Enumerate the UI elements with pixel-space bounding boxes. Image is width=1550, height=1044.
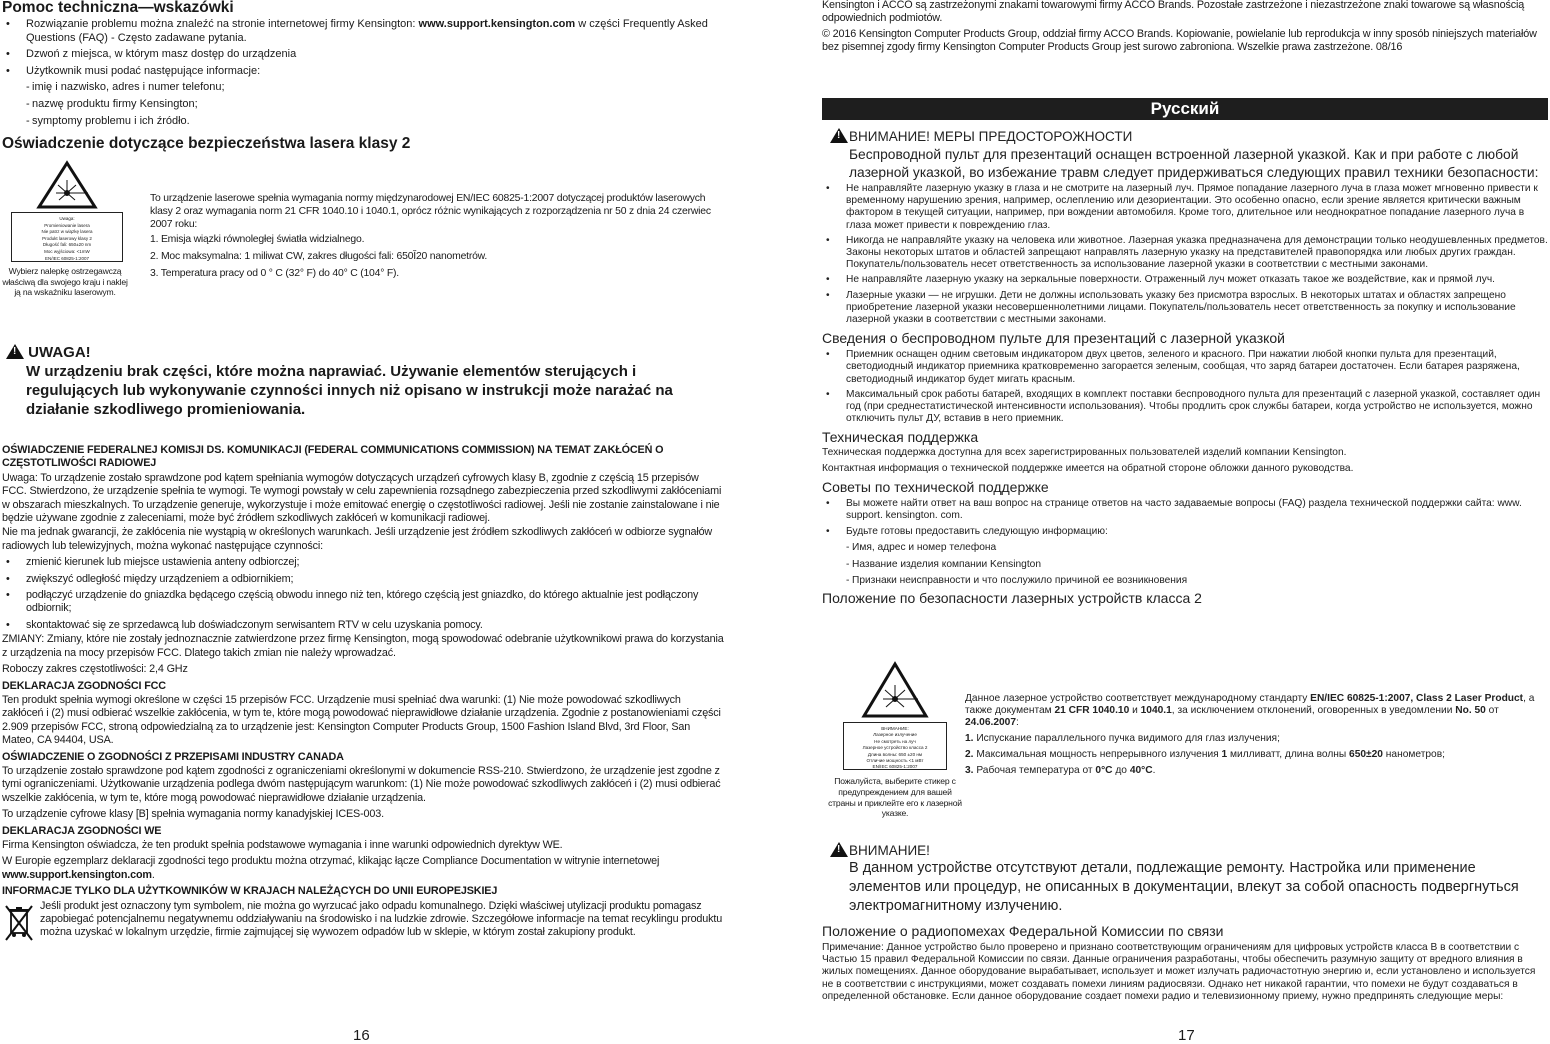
- tips-list: [822, 498, 1548, 587]
- list-item: • zmienić kierunek lub miejsce ustawienia anteny odbiorczej;: [2, 556, 724, 569]
- warning-text: Беспроводной пульт для презентаций оснащен встроенной лазерной указкой. Как и при работе с любой лазерной указкой, во избежание травм следует придерживаться следующих правил техники безопасности:: [849, 147, 1539, 180]
- fcc-title: Положение о радиопомехах Федеральной Комиссии по связи: [822, 923, 1224, 939]
- we-title: DEKLARACJA ZGODNOŚCI WE: [2, 824, 162, 837]
- fcc-section: Положение о радиопомехах Федеральной Комиссии по связи Примечание: Данное устройство было проверено и признано соответствующим ограничениям для цифровых устройств класса B в соответствии с Частью 15 правил Федеральной Комиссии по связи. Данные ограничения разработаны, чтобы обеспечить разумную защиту от вредного влияния в жилых помещениях. Данное оборудование вырабатывает, использует и может излучать радиочастотную энергию и, если установлено и используется не в соответствии с инструкциями, может создавать помехи линиям радиосвязи. Однако нет никакой гарантии, что помехи не будут создаваться в определенной обстановке. Если данное оборудование создает помехи радио и телевизионному приему, нужно предпринять следующие меры:: [822, 923, 1548, 1003]
- list-item: - imię i nazwisko, adres i numer telefonu;: [2, 81, 724, 95]
- list-item: • Вы можете найти ответ на ваш вопрос на странице ответов на часто задаваемые вопросы (FAQ) раздела технической поддержки сайта: www. support. kensington. com.: [822, 498, 1548, 522]
- list-item: • Максимальный срок работы батарей, входящих в комплект поставки беспроводного пульта для презентаций с лазерной указкой, составляет один год (при среднестатистической интенсивности использования). Чтобы продлить срок службы батареи, когда устройство не используется, можно отключить пульт ДУ, вставив в него приемник.: [822, 389, 1548, 426]
- laser-hazard-icon: [8, 160, 126, 210]
- warning-icon: [6, 344, 24, 359]
- list-item: - nazwę produktu firmy Kensington;: [2, 98, 724, 112]
- page-right-russian: [822, 0, 1548, 1044]
- list-item: - symptomy problemu i ich źródło.: [2, 115, 724, 129]
- warning-text: В данном устройстве отсутствуют детали, подлежащие ремонту. Настройка или применение элементов или процедур, не описанных в документации, влекут за собой опасность подвергнуться электромагнитному излучению.: [849, 860, 1519, 914]
- list-item: • zwiększyć odległość między urządzeniem a odbiornikiem;: [2, 573, 724, 586]
- laser-warning-label: [826, 660, 964, 822]
- tech-support-title: Pomoc techniczna—wskazówki: [2, 0, 234, 16]
- eu-title: INFORMACJE TYLKO DLA UŻYTKOWNIKÓW W KRAJACH NALEŻĄCYCH DO UNII EUROPEJSKIEJ: [2, 885, 498, 898]
- warning-title: ВНИМАНИЕ! МЕРЫ ПРЕДОСТОРОЖНОСТИ: [849, 129, 1133, 144]
- page-number: 17: [1178, 1027, 1195, 1044]
- list-item: • Не направляйте лазерную указку на зеркальные поверхности. Отраженный луч может отказать такое же воздействие, как и прямой луч.: [822, 274, 1548, 286]
- warning-icon: [830, 128, 848, 143]
- list-item: - Название изделия компании Kensington: [822, 559, 1548, 571]
- page-number: 16: [353, 1027, 370, 1044]
- info-list: [822, 349, 1548, 425]
- compliance-url[interactable]: www.support.kensington.com: [2, 868, 152, 881]
- list-item: • Dzwoń z miejsca, w którym masz dostęp do urządzenia: [2, 48, 724, 62]
- fcc-title: OŚWIADCZENIE FEDERALNEJ KOMISJI DS. KOMUNIKACJI (FEDERAL COMMUNICATIONS COMMISSION) NA TEMAT ZAKŁÓCEŃ O CZĘSTOTLIWOŚCI RADIOWEJ: [2, 444, 664, 470]
- laser-safety-title: Положение по безопасности лазерных устройств класса 2: [822, 590, 1202, 607]
- label-text-box: ВНИМАНИЕ: Лазерное излучение Не смотреть на луч Лазерное устройство класса 2 Длина волны: 650 ±20 нм Отличие мощность <1 мВт EN/IEC 60825-1:2007: [843, 722, 947, 770]
- list-item: • Лазерные указки — не игрушки. Дети не должны использовать указку без присмотра взрослых. В некоторых штатах и областях запрещено приобретение лазерной указки несовершеннолетними лицами. Покупатель/пользователь несет ответственность за покупку и использование лазерной указки в соответствии с местными законами.: [822, 290, 1548, 327]
- list-item: • Никогда не направляйте указку на человека или животное. Лазерная указка предназначена для демонстрации только неодушевленных предметов. Законы некоторых штатов и областей запрещают направлять лазерную указку на представителей правопорядка или любых других граждан. Покупатель/пользователь несет ответственность за использование лазерной указки в соответствии с местными законами.: [822, 235, 1548, 272]
- list-item: • podłączyć urządzenie do gniazdka będącego częścią obwodu innego niż ten, którego częścią jest gniazdko, do którego aktualnie jest podłączony odbiornik;: [2, 589, 724, 616]
- label-text-box: Uwaga: Promieniowanie lasera Nie patrz w wiązkę lasera Produkt laserowy klasy 2 Długość fali: 650±20 nm Moc wyjściowa: <1mW EN/IEC 60825-1:2007: [11, 212, 123, 262]
- weee-bin-icon: [4, 902, 34, 942]
- list-item: - Имя, адрес и номер телефона: [822, 542, 1548, 554]
- list-item: • Użytkownik musi podać następujące informacje:: [2, 65, 724, 79]
- warning-text: W urządzeniu brak części, które można naprawiać. Używanie elementów sterujących i regulujących lub wykonywanie czynności innych niż opisano w instrukcji może narażać na działanie szkodliwego promieniowania.: [26, 363, 673, 418]
- warning-block: [822, 842, 1548, 916]
- support-url[interactable]: www.support.kensington.com: [418, 18, 576, 30]
- laser-spec-block: To urządzenie laserowe spełnia wymagania normy międzynarodowej EN/IEC 60825-1:2007 dotyczącej produktów laserowych klasy 2 oraz wymagania norm 21 CFR 1040.10 i 1040.1, oprócz różnic wynikających z rozporządzenia nr 50 z dnia 24 czerwiec 2007 roku: 1. Emisja wiązki równoległej światła widzialnego. 2. Moc maksymalna: 1 miliwat CW, zakres długości fali: 650Ĭ20 nanometrów. 3. Temperatura pracy od 0 ° C (32° F) do 40° C (104° F).: [150, 193, 711, 279]
- list-item: • skontaktować się ze sprzedawcą lub doświadczonym serwisantem RTV w celu uzyskania pomocy.: [2, 619, 724, 632]
- laser-hazard-icon: [826, 660, 964, 720]
- list-item: • Приемник оснащен одним световым индикатором двух цветов, зеленого и красного. При нажатии любой кнопки пульта для презентаций, светодиодный индикатор приемника кратковременно загорается зеленым, сообщая, что заряд батареи достаточен. Если батарея разряжена, светодиодный индикатор будет мигать красным.: [822, 349, 1548, 386]
- page-left-polish: [0, 0, 724, 1044]
- safety-list: [822, 183, 1548, 326]
- trademark-block: Kensington i ACCO są zastrzeżonymi znakami towarowymi firmy ACCO Brands. Pozostałe zastrzeżone i niezastrzeżone znaki towarowe są własnością odpowiednich podmiotów. © 2016 Kensington Computer Products Group, oddział firmy ACCO Brands. Kopiowanie, powielanie lub reprodukcja w inny sposób niniejszych materiałów bez pisemnej zgody firmy Kensington Computer Products Group jest surowo zabroniona. Wszelkie prawa zastrzeżone. 08/16: [822, 0, 1537, 53]
- ic-title: OŚWIADCZENIE O ZGODNOŚCI Z PRZEPISAMI INDUSTRY CANADA: [2, 750, 344, 763]
- info-title: Сведения о беспроводном пульте для презентаций с лазерной указкой: [822, 330, 1285, 347]
- warning-block: [6, 343, 686, 419]
- fcc-doc-title: DEKLARACJA ZGODNOŚCI FCC: [2, 679, 166, 692]
- list-item: • Rozwiązanie problemu można znaleźć na stronie internetowej firmy Kensington: www.support.kensington.com w części Frequently Asked Questions (FAQ) - Często zadawane pytania.: [2, 18, 724, 45]
- list-item: - Признаки неисправности и что послужило причиной ее возникновения: [822, 575, 1548, 587]
- label-caption: Wybierz nalepkę ostrzegawczą właściwą dla swojego kraju i naklej ją na wskaźniku laserowym.: [2, 266, 128, 297]
- warning-precautions: !ВНИМАНИЕ! МЕРЫ ПРЕДОСТОРОЖНОСТИ Беспроводной пульт для презентаций оснащен встроенной лазерной указкой. Как и при работе с любой лазерной указкой, во избежание травм следует придерживаться следующих правил техники безопасности: • Не направляйте лазерную указку в глаза и не смотрите на лазерный луч. Прямое попадание лазерного луча в глаза может мгновенно привести к временному нарушению зрения, например, ослеплению или дезориентации. Это особенно опасно, если зрение является критически важным фактором в текущей ситуации, например, при вождении автомобиля. Кроме того, длительное или неоднократное попадание лазерного луча в глаза может привести к повреждению глаз. • Никогда не направляйте указку на человека или животное. Лазерная указка предназначена для демонстрации только неодушевленных предметов. Законы некоторых штатов и областей запрещают направлять лазерную указку на представителей правопорядка или любых других граждан. Покупатель/пользователь несет ответственность за использование лазерной указки в соответствии с местными законами. • Не направляйте лазерную указку на зеркальные поверхности. Отраженный луч может отказать такое же воздействие, как и прямой луч. • Лазерные указки — не игрушки. Дети не должны использовать указку без присмотра взрослых. В некоторых штатах и областях запрещено приобретение лазерной указки несовершеннолетними лицами. Покупатель/пользователь несет ответственность за покупку и использование лазерной указки в соответствии с местными законами. Сведения о беспроводном пульте для презентаций с лазерной указкой • Приемник оснащен одним световым индикатором двух цветов, зеленого и красного. При нажатии любой кнопки пульта для презентаций, светодиодный индикатор приемника кратковременно загорается зеленым, сообщая, что заряд батареи достаточен. Если батарея разряжена, светодиодный индикатор будет мигать красным. • Максимальный срок работы батарей, входящих в комплект поставки беспроводного пульта для презентаций с лазерной указкой, составляет один год (при среднестатистической интенсивности использования). Чтобы продлить срок службы батареи, когда устройство не используется, можно отключить пульт ДУ, вставив в него приемник. Техническая поддержка Техническая поддержка доступна для всех зарегистрированных пользователей изделий компании Kensington. Контактная информация о технической поддержке имеется на обратной стороне обложки данного руководства. Советы по технической поддержке • Вы можете найти ответ на ваш вопрос на странице ответов на часто задаваемые вопросы (FAQ) раздела технической поддержки сайта: www. support. kensington. com. • Будьте готовы предоставить следующую информацию: - Имя, адрес и номер телефона - Название изделия компании Kensington - Признаки неисправности и что послужило причиной ее возникновения Положение по безопасности лазерных устройств класса 2: [822, 128, 1548, 607]
- support-title: Техническая поддержка: [822, 429, 979, 446]
- fcc-section: OŚWIADCZENIE FEDERALNEJ KOMISJI DS. KOMUNIKACJI (FEDERAL COMMUNICATIONS COMMISSION) NA TEMAT ZAKŁÓCEŃ O CZĘSTOTLIWOŚCI RADIOWEJ Uwaga: To urządzenie zostało sprawdzone pod kątem spełniania wymogów dotyczących urządzeń cyfrowych klasy B, zgodnie z częścią 15 przepisów FCC. Stwierdzono, że urządzenie spełnia te wymogi. Te wymogi powstały w celu zapewnienia rozsądnego zabezpieczenia przed szkodliwymi zakłóceniami w obszarach mieszkalnych. To urządzenie generuje, wykorzystuje i może emitować energię o częstotliwości radiowej. Jeśli nie zostanie zainstalowane i nie będzie używane zgodnie z zaleceniami, może być źródłem szkodliwych zakłóceń w komunikacji radiowej. Nie ma jednak gwarancji, że zakłócenia nie wystąpią w określonych warunkach. Jeśli urządzenie jest źródłem szkodliwych zakłóceń w odbiorze sygnałów radiowych lub telewizyjnych, można wykonać następujące czynności: • zmienić kierunek lub miejsce ustawienia anteny odbiorczej; • zwiększyć odległość między urządzeniem a odbiornikiem; • podłączyć urządzenie do gniazdka będącego częścią obwodu innego niż ten, którego częścią jest gniazdko, do którego aktualnie jest podłączony odbiornik; • skontaktować się ze sprzedawcą lub doświadczonym serwisantem RTV w celu uzyskania pomocy. ZMIANY: Zmiany, które nie zostały jednoznacznie zatwierdzone przez firmę Kensington, mogą spowodować odebranie użytkownikowi prawa do korzystania z urządzenia na mocy przepisów FCC. Dlatego takich zmian nie należy wprowadzać. Roboczy zakres częstotliwości: 2,4 GHz DEKLARACJA ZGODNOŚCI FCC Ten produkt spełnia wymogi określone w części 15 przepisów FCC. Urządzenie musi spełniać dwa warunki: (1) Nie może powodować szkodliwych zakłóceń i (2) musi odbierać wszelkie zakłócenia, w tym te, które mogą powodować nieprawidłowe działanie urządzenia. Zgodnie z postanowieniami części 2.909 przepisów FCC, stroną odpowiedzialną za to urządzenie jest: Kensington Computer Products Group, 1500 Fashion Island Blvd, 3rd Floor, San Mateo, CA 94404, USA. OŚWIADCZENIE O ZGODNOŚCI Z PRZEPISAMI INDUSTRY CANADA To urządzenie zostało sprawdzone pod kątem zgodności z ograniczeniami określonymi w dokumencie RSS-210. Stwierdzono, że urządzenie jest zgodne z tymi ograniczeniami. Użytkowanie urządzenia podlega dwóm następującym warunkom: (1) Nie może powodować szkodliwych zakłóceń i (2) musi odbierać wszelkie zakłócenia, w tym te, które mogą powodować nieprawidłowe działanie urządzenia. To urządzenie cyfrowe klasy [B] spełnia wymagania normy kanadyjskiej ICES-003. DEKLARACJA ZGODNOŚCI WE Firma Kensington oświadcza, że ten produkt spełnia podstawowe wymagania i inne warunki odpowiednich dyrektyw WE. W Europie egzemplarz deklaracji zgodności tego produktu można otrzymać, klikając łącze Compliance Documentation w witrynie internetowej www.support.kensington.com. INFORMACJE TYLKO DLA UŻYTKOWNIKÓW W KRAJACH NALEŻĄCYCH DO UNII EUROPEJSKIEJ Jeśli produkt jest oznaczony tym symbolem, nie można go wyrzucać jako odpadu komunalnego. Dzięki właściwej utylizacji produktu pomagasz zapobiegać potencjalnemu negatywnemu oddziaływaniu na środowisko i na ludzkie zdrowie. Szczegółowe informacje na temat recyklingu produktu można uzyskać w lokalnym urzędzie, firmie zajmującej się wywozem odpadów lub w sklepie, w którym został zakupiony produkt.: [2, 444, 724, 940]
- warning-title: UWAGA!: [28, 344, 91, 361]
- list-item: • Не направляйте лазерную указку в глаза и не смотрите на лазерный луч. Прямое попадание лазерного луча в глаза может мгновенно привести к временному нарушению зрения, например, ослеплению или дезориентации. Это особенно опасно, если зрение является критически важным фактором в текущей ситуации, например, при вождении автомобиля. Кроме того, длительное или неоднократное попадание лазерного луча в глаза может привести к повреждению глаз.: [822, 183, 1548, 232]
- laser-safety-title: Oświadczenie dotyczące bezpieczeństwa lasera klasy 2: [2, 135, 411, 153]
- laser-warning-label: [2, 160, 128, 297]
- list-item: • Будьте готовы предоставить следующую информацию:: [822, 526, 1548, 538]
- warning-title: ВНИМАНИЕ!: [849, 843, 930, 858]
- fcc-list: [2, 556, 724, 632]
- label-caption: Пожалуйста, выберите стикер с предупреждением для вашей страны и приклейте его к лазерной указке.: [828, 776, 962, 819]
- laser-spec-block: Данное лазерное устройство соответствует международному стандарту EN/IEC 60825-1:2007, Class 2 Laser Product, а также документам 21 CFR 1040.10 и 1040.1, за исключением отклонений, оговоренных в уведомлении No. 50 от 24.06.2007: 1. Испускание параллельного пучка видимого для глаз излучения; 2. Максимальная мощность непрерывного излучения 1 милливатт, длина волны 650±20 нанометров; 3. Рабочая температура от 0°C до 40°C.: [965, 693, 1535, 777]
- tips-title: Советы по технической поддержке: [822, 478, 1049, 495]
- language-header: Русский: [822, 98, 1548, 120]
- warning-icon: [830, 842, 848, 857]
- tech-support-list: [2, 18, 724, 128]
